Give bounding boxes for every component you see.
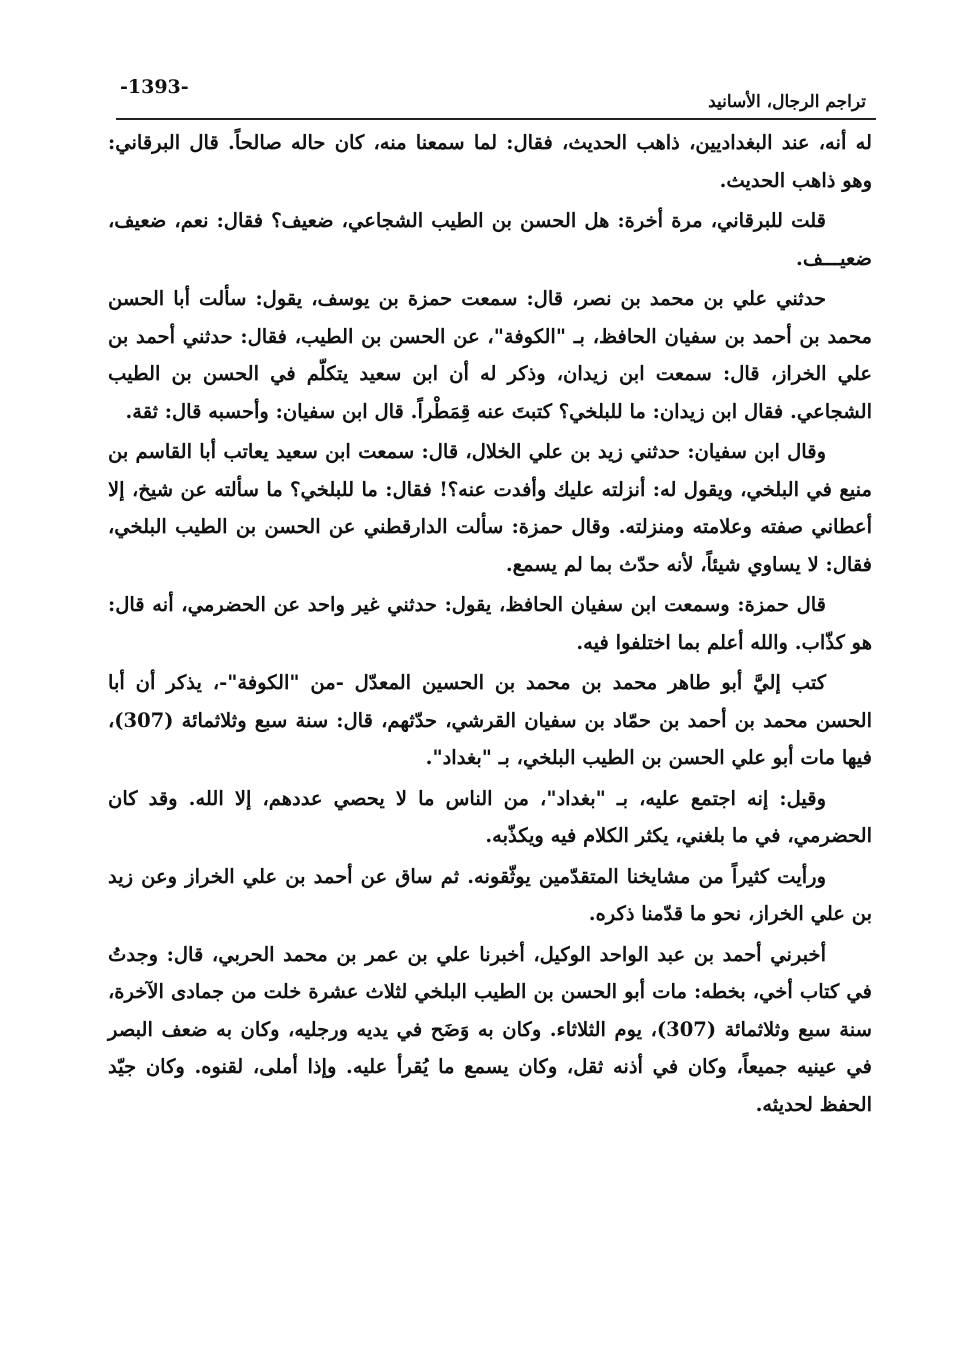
running-title: تراجم الرجال، الأسانيد bbox=[708, 92, 866, 112]
page-number: -1393- bbox=[120, 76, 189, 98]
paragraph: ورأيت كثيراً من مشايخنا المتقدّمين يوثّقونه. ثم ساق عن أحمد بن علي الخراز وعن زيد بن علي الخراز، نحو ما قدّمنا ذكره. bbox=[108, 864, 872, 925]
body-text bbox=[108, 124, 872, 1123]
paragraph: كتب إليَّ أبو طاهر محمد بن محمد بن الحسين المعدّل -من "الكوفة"-، يذكر أن أبا الحسن محمد بن أحمد بن حمّاد بن سفيان القرشي، حدّثهم، قال: سنة سبع وثلاثمائة (307)، فيها مات أبو علي الحسن بن الطيب البلخي، بـ "بغداد". bbox=[108, 671, 872, 769]
paragraph: أخبرني أحمد بن عبد الواحد الوكيل، أخبرنا علي بن عمر بن محمد الحربي، قال: وجدتُ في كتاب أخي، بخطه: مات أبو الحسن بن الطيب البلخي لثلاث عشرة خلت من جمادى الآخرة، سنة سبع وثلاثمائة (307)، يوم الثلاثاء. وكان به وَضَح في يديه ورجليه، وكان به ضعف البصر في عينيه جميعاً، وكان في أذنه ثقل، وكان يسمع ما يُقرأ عليه. وإذا أملى، لقنوه. وكان جيّد الحفظ لحديثه. bbox=[108, 942, 872, 1116]
paragraph: حدثني علي بن محمد بن نصر، قال: سمعت حمزة بن يوسف، يقول: سألت أبا الحسن محمد بن أحمد بن سفيان الحافظ، بـ "الكوفة"، عن الحسن بن الطيب، فقال: حدثني أحمد بن علي الخراز، قال: سمعت ابن زيدان، وذكر له أن ابن سعيد يتكلّم في الحسن بن الطيب الشجاعي. فقال ابن زيدان: ما للبلخي؟ كتبتَ عنه قِمَطْراً. قال ابن سفيان: وأحسبه قال: ثقة. bbox=[108, 287, 872, 423]
header-divider bbox=[116, 118, 876, 120]
paragraph: وقال ابن سفيان: حدثني زيد بن علي الخلال، قال: سمعت ابن سعيد يعاتب أبا القاسم بن منيع في البلخي، ويقول له: أنزلته عليك وأفدت عنه؟! فقال: ما للبلخي؟ ما سألته عن شيخ، إلا أعطاني صفته وعلامته ومنزلته. وقال حمزة: سألت الدارقطني عن الحسن بن الطيب البلخي، فقال: لا يساوي شيئاً، لأنه حدّث بما لم يسمع. bbox=[108, 440, 872, 576]
paragraph: وقيل: إنه اجتمع عليه، بـ "بغداد"، من الناس ما لا يحصي عددهم، إلا الله. وقد كان الحضرمي، في ما بلغني، يكثر الكلام فيه ويكذّبه. bbox=[108, 786, 872, 847]
paragraph: قال حمزة: وسمعت ابن سفيان الحافظ، يقول: حدثني غير واحد عن الحضرمي، أنه قال: هو كذّاب. والله أعلم بما اختلفوا فيه. bbox=[108, 593, 872, 654]
paragraph: قلت للبرقاني، مرة أخرة: هل الحسن بن الطيب الشجاعي، ضعيف؟ فقال: نعم، ضعيف، ضعيـــف. bbox=[108, 209, 872, 270]
paragraph: له أنه، عند البغداديين، ذاهب الحديث، فقال: لما سمعنا منه، كان حاله صالحاً. قال البرقاني: وهو ذاهب الحديث. bbox=[108, 131, 872, 192]
